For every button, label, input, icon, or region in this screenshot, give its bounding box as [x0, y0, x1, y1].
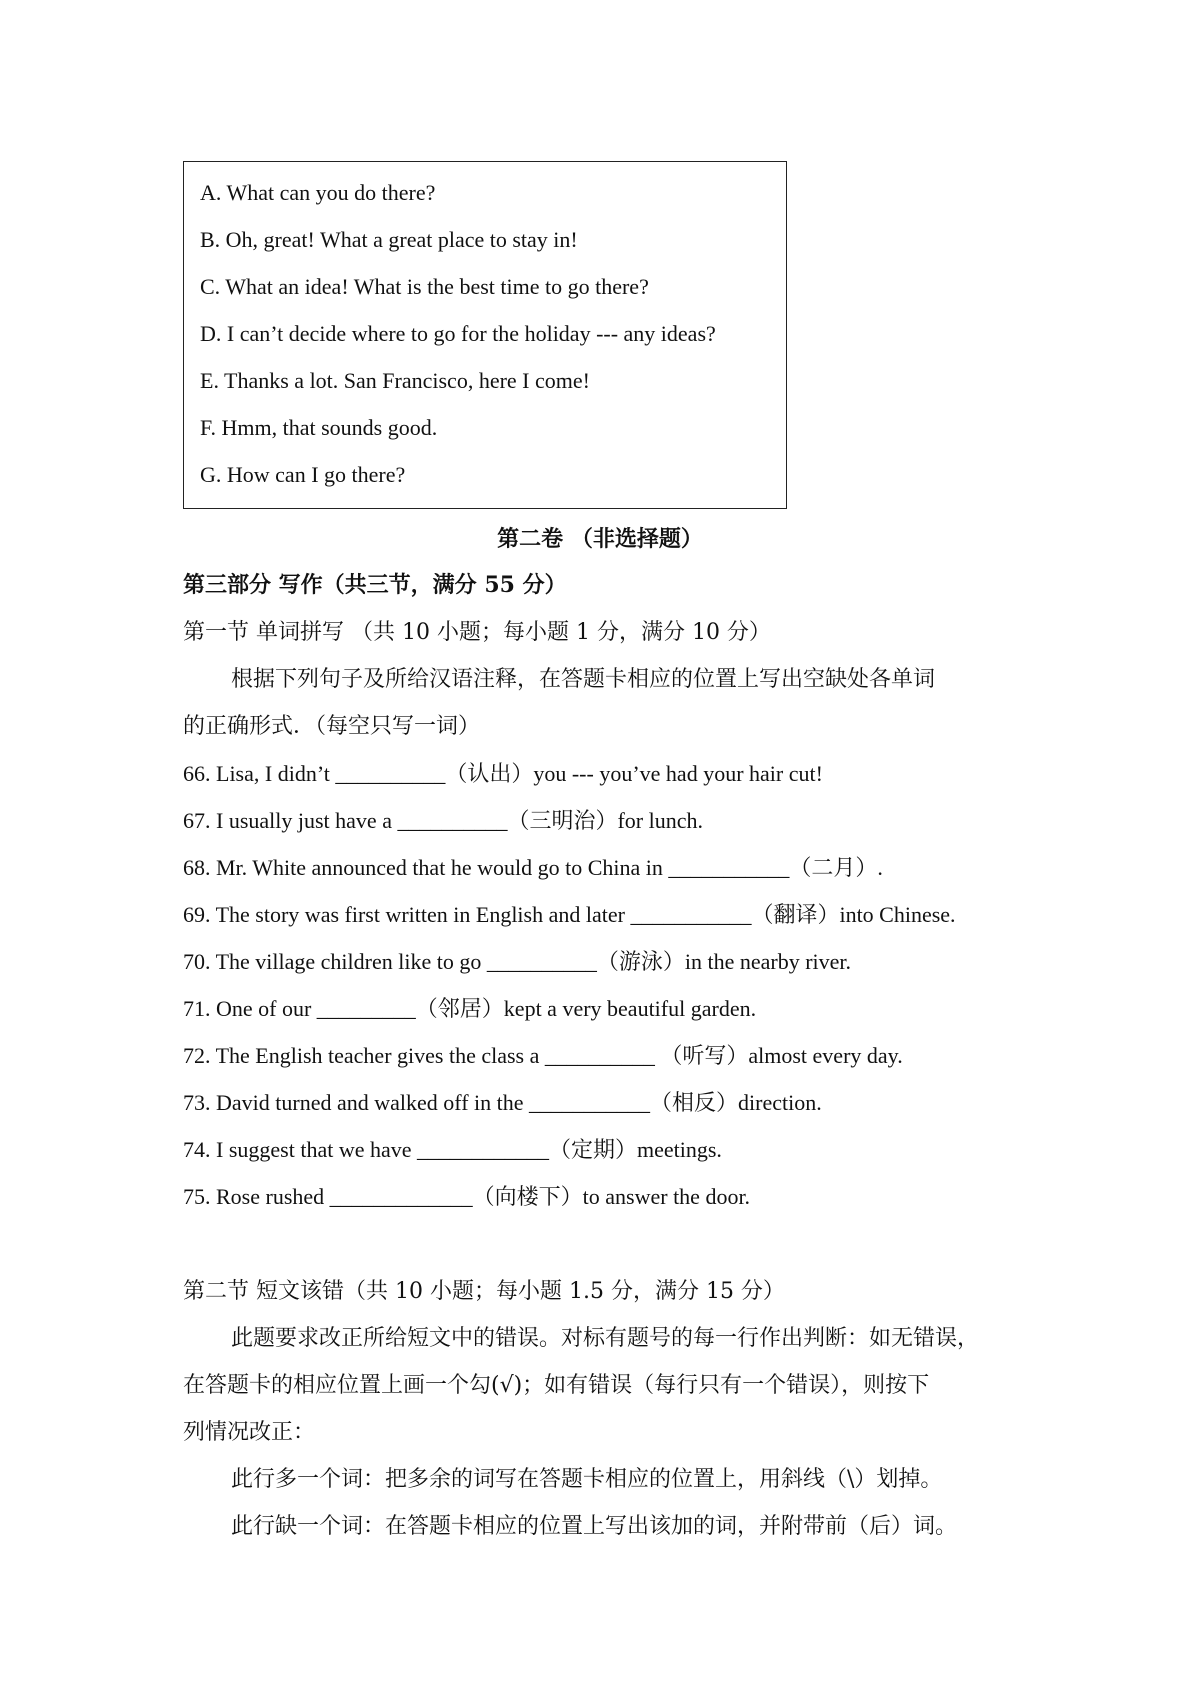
question-75: 75. Rose rushed _____________（向楼下）to answer the door. — [183, 1184, 751, 1209]
section1-instruction-line2: 的正确形式．（每空只写一词） — [183, 714, 481, 739]
section2-instruction-line1: 此题要求改正所给短文中的错误。对标有题号的每一行作出判断：如无错误， — [231, 1326, 980, 1351]
answer-options-box — [183, 161, 787, 509]
option-f: F. Hmm, that sounds good. — [200, 415, 438, 440]
question-70: 70. The village children like to go __________（游泳）in the nearby river. — [183, 949, 852, 974]
option-e: E. Thanks a lot. San Francisco, here I come! — [200, 368, 590, 393]
option-b: B. Oh, great! What a great place to stay in! — [200, 227, 578, 252]
question-74: 74. I suggest that we have ____________（定期）meetings. — [183, 1137, 722, 1162]
option-c: C. What an idea! What is the best time to go there? — [200, 274, 649, 299]
question-72: 72. The English teacher gives the class a __________ （听写）almost every day. — [183, 1043, 903, 1068]
part-title: 第三部分 写作（共三节，满分 55 分） — [183, 572, 567, 598]
section2-instruction-line3: 列情况改正： — [183, 1420, 316, 1445]
section2-instruction-line2: 在答题卡的相应位置上画一个勾(√)；如有错误（每行只有一个错误），则按下 — [183, 1373, 930, 1398]
option-d: D. I can’t decide where to go for the holiday --- any ideas? — [200, 321, 716, 346]
section2-heading: 第二节 短文该错（共 10 小题；每小题 1.5 分，满分 15 分） — [183, 1279, 785, 1304]
section1-heading: 第一节 单词拼写 （共 10 小题；每小题 1 分，满分 10 分） — [183, 620, 771, 645]
volume-title: 第二卷 （非选择题） — [497, 526, 703, 552]
section2-rule-missing-word: 此行缺一个词：在答题卡相应的位置上写出该加的词，并附带前（后）词。 — [231, 1514, 958, 1539]
question-71: 71. One of our _________（邻居）kept a very beautiful garden. — [183, 996, 757, 1021]
question-68: 68. Mr. White announced that he would go to China in ___________（二月）. — [183, 855, 883, 880]
question-69: 69. The story was first written in English and later ___________（翻译）into Chinese. — [183, 902, 956, 927]
option-g: G. How can I go there? — [200, 462, 406, 487]
question-67: 67. I usually just have a __________（三明治）for lunch. — [183, 808, 703, 833]
section2-rule-extra-word: 此行多一个词：把多余的词写在答题卡相应的位置上，用斜线（\）划掉。 — [231, 1467, 943, 1492]
question-66: 66. Lisa, I didn’t __________（认出）you --- you’ve had your hair cut! — [183, 761, 823, 786]
option-a: A. What can you do there? — [200, 180, 436, 205]
question-73: 73. David turned and walked off in the ___________（相反）direction. — [183, 1090, 822, 1115]
section1-instruction-line1: 根据下列句子及所给汉语注释，在答题卡相应的位置上写出空缺处各单词 — [231, 667, 936, 692]
